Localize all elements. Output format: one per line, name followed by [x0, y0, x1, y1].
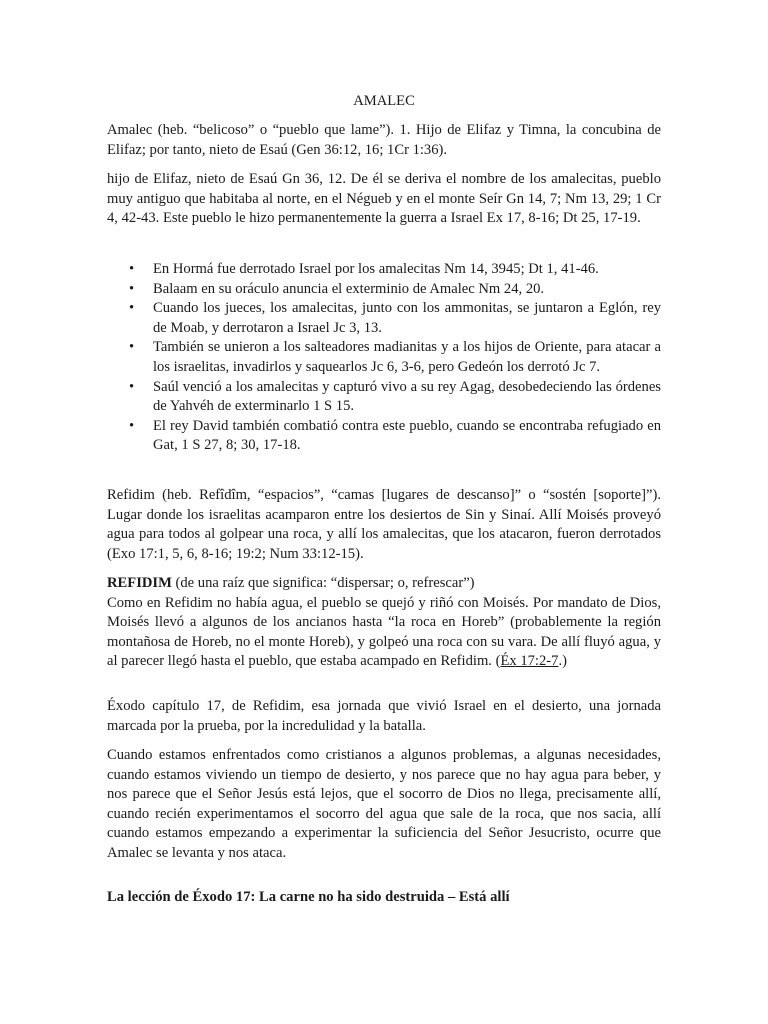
bullet-icon: • [129, 378, 135, 395]
refidim-heading: REFIDIM [107, 575, 172, 591]
paragraph-christian-application: Cuando estamos enfrentados como cristianos a algunos problemas, a algunas necesidades, cuando estamos viviendo un tiempo de desierto, y nos parece que no hay agua para beber, y nos parece que el Señor Jesús está lejos, que el socorro de Dios no llega, precisamente allí, cuando recién experimentamos el socorro del agua que sale de la roca, que nos sacia, allí cuando estamos empezando a experimentar la suficiencia del Señor Jesucristo, ocurre que Amalec se levanta y nos ataca. [107, 747, 661, 861]
scripture-reference-link[interactable]: Éx 17:2-7 [500, 653, 559, 670]
refidim-body: Como en Refidim no había agua, el pueblo se quejó y riñó con Moisés. Por mandato de Dios, Moisés llevó a algunos de los ancianos hasta “la roca en Horeb” (probablemente la región montañosa de Horeb, no el monte Horeb), y golpeó una roca con su vara. De allí fluyó agua, y al parecer llegó hasta el pueblo, que estaba acampado en Refidim. ( [107, 594, 661, 670]
list-item: • En Hormá fue derrotado Israel por los amalecitas Nm 14, 3945; Dt 1, 41-46. [107, 260, 661, 280]
bullet-icon: • [129, 417, 135, 434]
paragraph-amalec-definition: Amalec (heb. “belicoso” o “pueblo que lame”). 1. Hijo de Elifaz y Timna, la concubina de Elifaz; por tanto, nieto de Esaú (Gen 36:12, 16; 1Cr 1:36). [107, 122, 661, 158]
list-item: • Balaam en su oráculo anuncia el exterminio de Amalec Nm 24, 20. [107, 280, 661, 300]
bullet-icon: • [129, 339, 135, 356]
paragraph-refidim-water: REFIDIM (de una raíz que significa: “dispersar; o, refrescar”) Como en Refidim no había agua, el pueblo se quejó y riñó con Moisés. Por mandato de Dios, Moisés llevó a algunos de los ancianos hasta “la roca en Horeb” (probablemente la región montañosa de Horeb, no el monte Horeb), y golpeó una roca con su vara. De allí fluyó agua, y al parecer llegó hasta el pueblo, que estaba acampado en Refidim. (Éx 17:2-7.) [107, 575, 661, 670]
bullet-icon: • [129, 280, 135, 297]
refidim-subheading: (de una raíz que significa: “dispersar; o, refrescar”) [171, 575, 475, 591]
bullet-icon: • [129, 300, 135, 317]
bullet-icon: • [129, 261, 135, 277]
list-item: • Saúl venció a los amalecitas y capturó vivo a su rey Agag, desobedeciendo las órdenes de Yahvéh de exterminarlo 1 S 15. [129, 378, 661, 415]
list-item: • También se unieron a los salteadores madianitas y a los hijos de Oriente, para atacar a los israelitas, invadirlos y saquearlos Jc 6, 3-6, pero Gedeón los derrotó Jc 7. [129, 339, 661, 375]
paragraph-exodus-17: Éxodo capítulo 17, de Refidim, esa jornada que vivió Israel en el desierto, una jornada marcada por la prueba, por la incredulidad y la batalla. [107, 698, 661, 734]
list-item: • Cuando los jueces, los amalecitas, junto con los ammonitas, se juntaron a Eglón, rey de Moab, y derrotaron a Israel Jc 3, 13. [129, 300, 661, 336]
bullet-list-battles [107, 260, 661, 456]
closing-heading: La lección de Éxodo 17: La carne no ha sido destruida – Está allí [107, 889, 510, 905]
list-item: • El rey David también combatió contra este pueblo, cuando se encontraba refugiado en Gat, 1 S 27, 8; 30, 17-18. [129, 417, 661, 454]
page-title: AMALEC [353, 93, 415, 109]
paragraph-amalec-origin: hijo de Elifaz, nieto de Esaú Gn 36, 12. De él se deriva el nombre de los amalecitas, pueblo muy antiguo que habitaba al norte, en el Négueb y en el monte Seír Gn 14, 7; Nm 13, 29; 1 Cr 4, 42-43. Este pueblo le hizo permanentemente la guerra a Israel Ex 17, 8-16; Dt 25, 17-19. [107, 171, 661, 227]
paragraph-refidim-definition: Refidim (heb. Refîdîm, “espacios”, “camas [lugares de descanso]” o “sostén [soporte]”). Lugar donde los israelitas acamparon entre los desiertos de Sin y Sinaí. Allí Moisés proveyó agua para todos al golpear una roca, y allí los amalecitas, que los atacaron, fueron derrotados (Exo 17:1, 5, 6, 8-16; 19:2; Num 33:12-15). [107, 487, 661, 562]
